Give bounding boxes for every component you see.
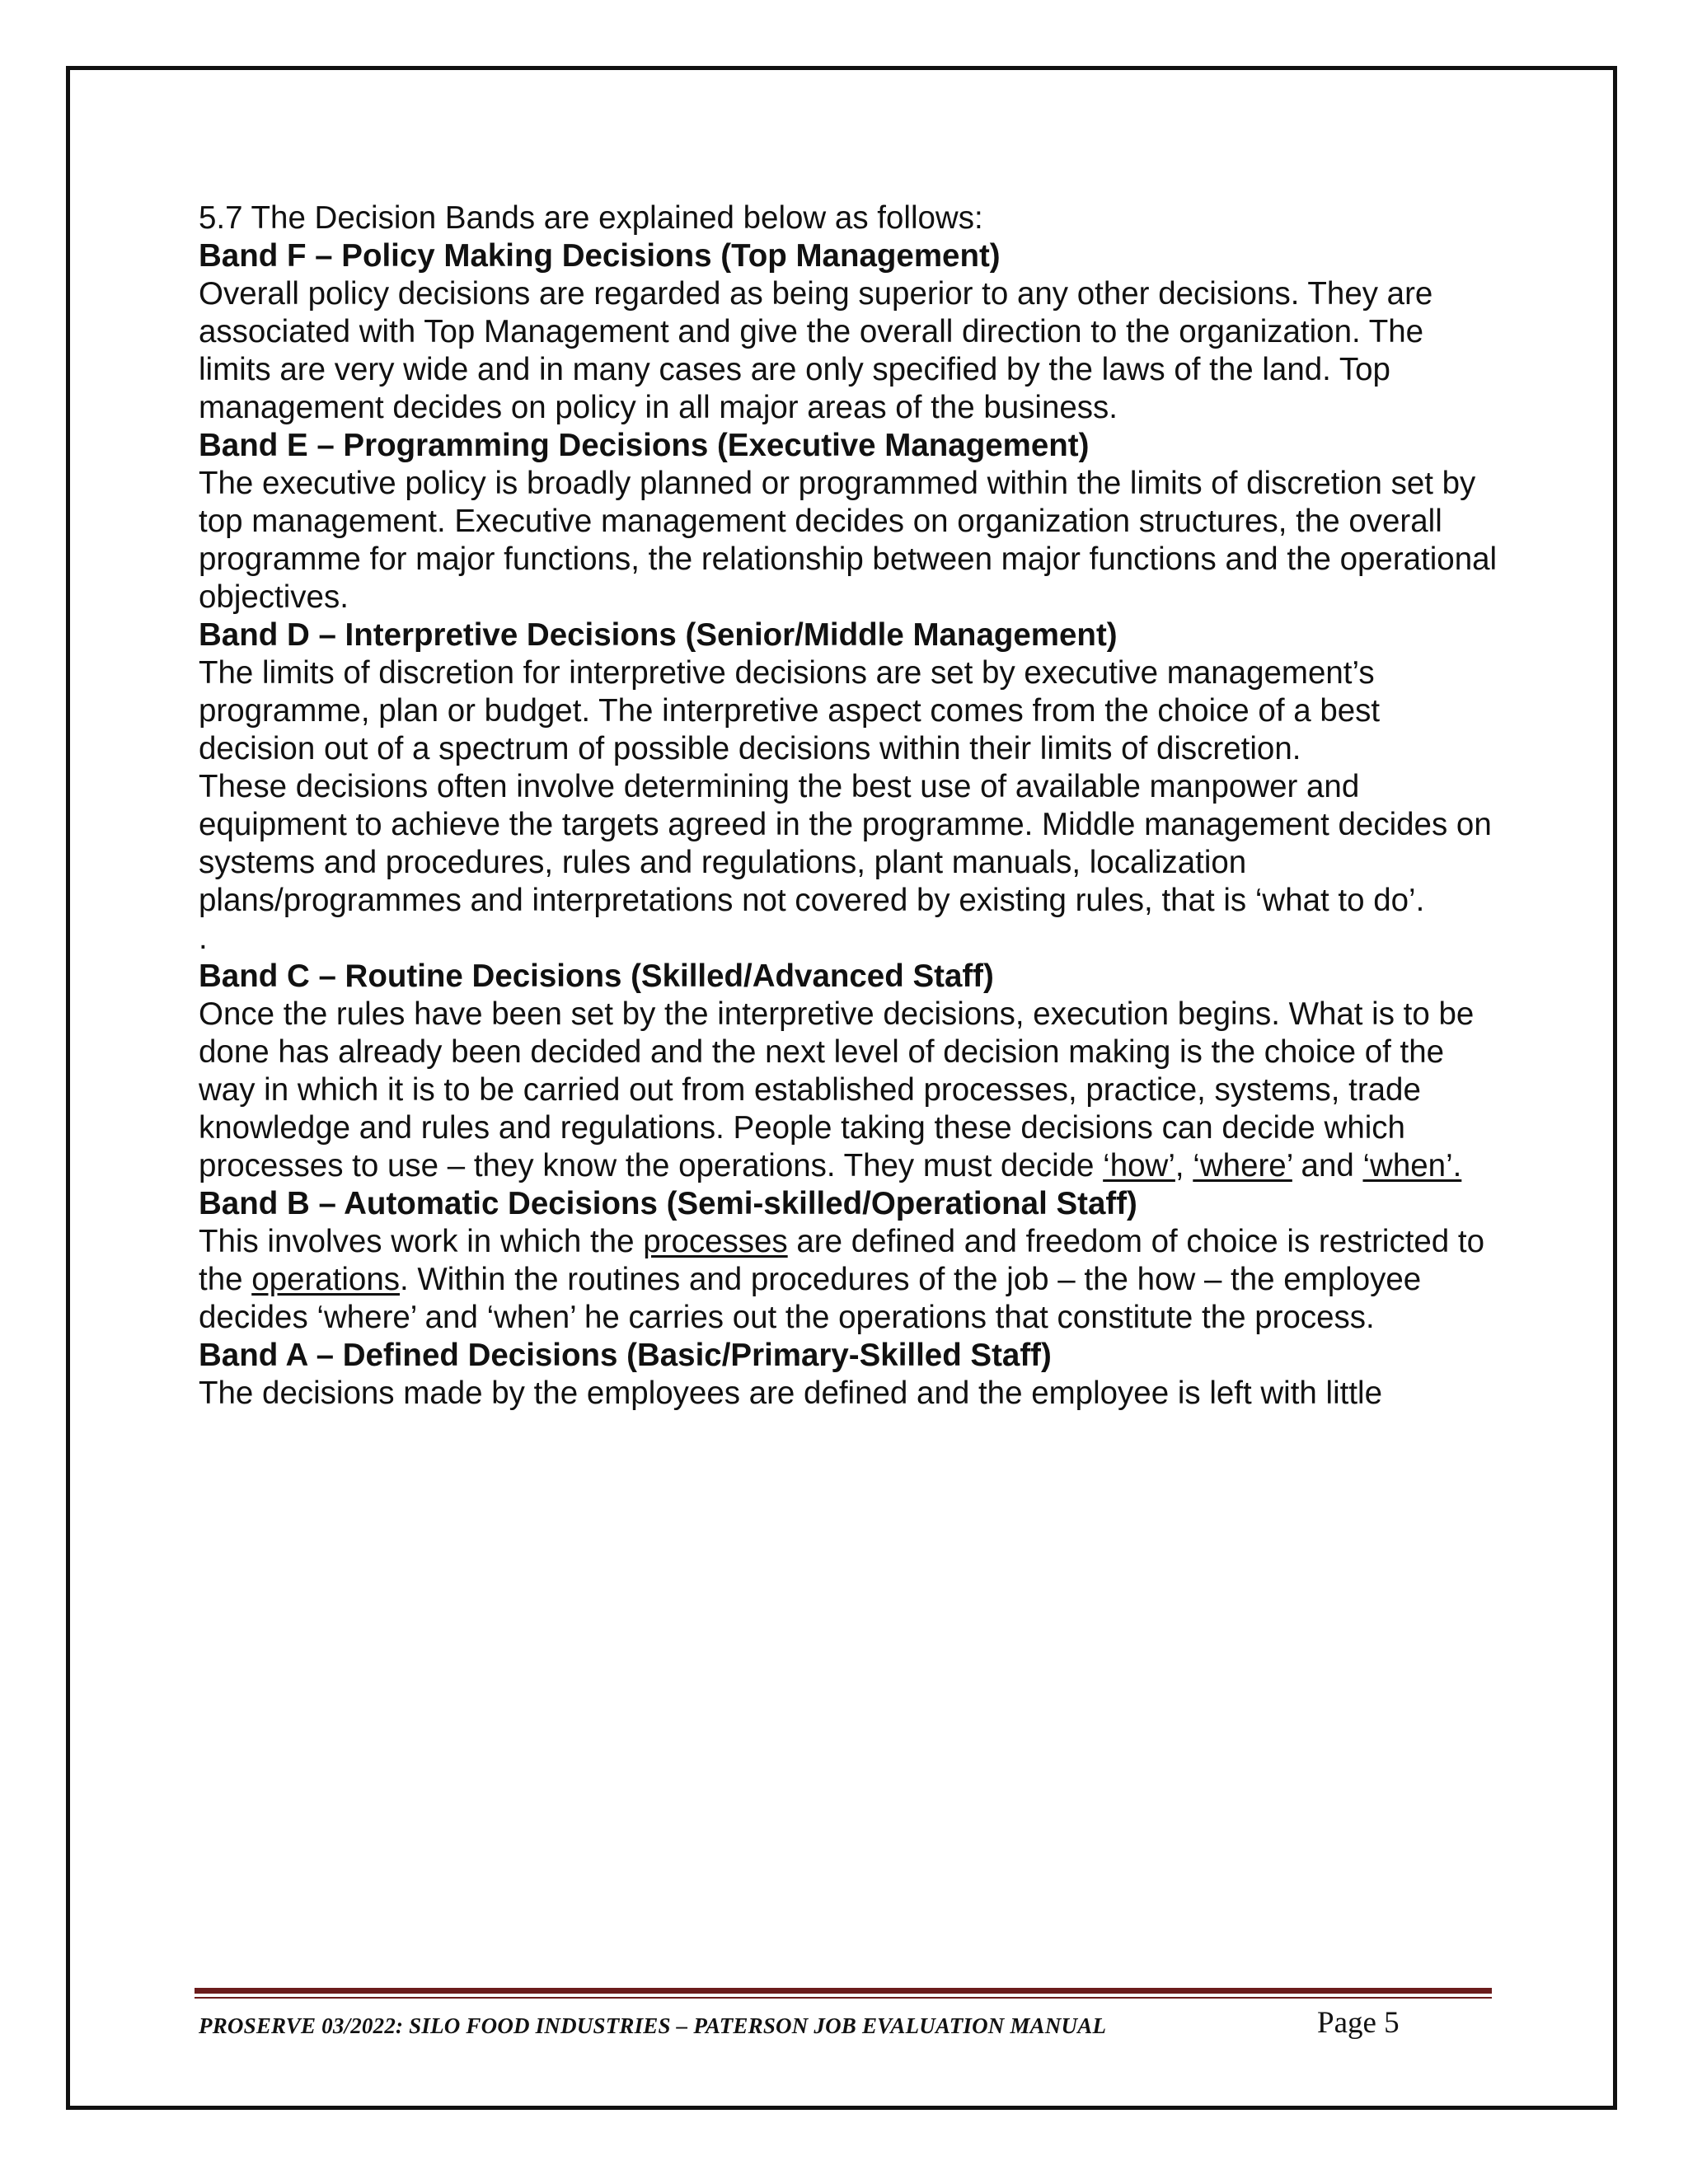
band-a-paragraph: The decisions made by the employees are defined and the employee is left with little	[199, 1376, 1383, 1411]
band-c-separator: ,	[1175, 1148, 1193, 1183]
band-c-how: ‘how’	[1103, 1148, 1175, 1183]
footer-page-number: Page 5	[1317, 2006, 1400, 2040]
band-d-heading: Band D – Interpretive Decisions (Senior/Middle Management)	[199, 617, 1118, 653]
band-b-heading: Band B – Automatic Decisions (Semi-skilled/Operational Staff)	[199, 1186, 1137, 1221]
footer-rule-thick	[195, 1988, 1492, 1994]
band-c-paragraph	[199, 996, 1501, 1185]
stray-dot: .	[199, 921, 208, 956]
footer-rule-thin	[195, 1997, 1492, 1999]
document-body	[199, 199, 1501, 1413]
band-c-text: Once the rules have been set by the interpretive decisions, execution begins. What is to be done has already been decided and the next level of decision making is the choice of the way in which it is to be carried out from established processes, practice, systems, trade knowledge and rules and regulations. People taking these decisions can decide which processes to use – they know the operations. They must decide	[199, 996, 1475, 1183]
section-intro: 5.7 The Decision Bands are explained below as follows:	[199, 200, 983, 236]
footer-document-title: PROSERVE 03/2022: SILO FOOD INDUSTRIES – PATERSON JOB EVALUATION MANUAL	[199, 2013, 1107, 2038]
band-b-operations: operations	[251, 1262, 401, 1297]
band-b-text-1: This involves work in which the	[199, 1224, 644, 1259]
band-c-heading: Band C – Routine Decisions (Skilled/Advanced Staff)	[199, 958, 994, 994]
band-d-paragraph-2: These decisions often involve determining the best use of available manpower and equipment to achieve the targets agreed in the programme. Middle management decides on systems and procedures, rules and regulations, plant manuals, localization plans/programmes and interpretations not covered by existing rules, that is ‘what to do’.	[199, 769, 1492, 918]
band-b-processes: processes	[643, 1224, 788, 1259]
band-b-text-2: are defined and freedom of choice is restricted to the	[199, 1224, 1485, 1297]
band-b-paragraph	[199, 1223, 1501, 1337]
band-f-paragraph: Overall policy decisions are regarded as being superior to any other decisions. They are associated with Top Management and give the overall direction to the organization. The limits are very wide and in many cases are only specified by the laws of the land. Top management decides on policy in all major areas of the business.	[199, 276, 1433, 425]
band-c-and: and	[1292, 1148, 1363, 1183]
band-c-where: ‘where’	[1193, 1148, 1292, 1183]
band-d-paragraph-1: The limits of discretion for interpretive decisions are set by executive management’s programme, plan or budget. The interpretive aspect comes from the choice of a best decision out of a spectrum of possible decisions within their limits of discretion.	[199, 655, 1381, 766]
band-c-when: ‘when’.	[1362, 1148, 1462, 1183]
band-e-heading: Band E – Programming Decisions (Executive Management)	[199, 428, 1090, 463]
band-f-heading: Band F – Policy Making Decisions (Top Management)	[199, 238, 1001, 274]
band-e-paragraph: The executive policy is broadly planned or programmed within the limits of discretion set by top management. Executive management decides on organization structures, the overall programme for major functions, the relationship between major functions and the operational objectives.	[199, 466, 1498, 615]
band-a-heading: Band A – Defined Decisions (Basic/Primary-Skilled Staff)	[199, 1338, 1052, 1373]
band-b-text-3: . Within the routines and procedures of the job – the how – the employee decides ‘where’ and ‘when’ he carries out the operations that constitute the process.	[199, 1262, 1422, 1335]
